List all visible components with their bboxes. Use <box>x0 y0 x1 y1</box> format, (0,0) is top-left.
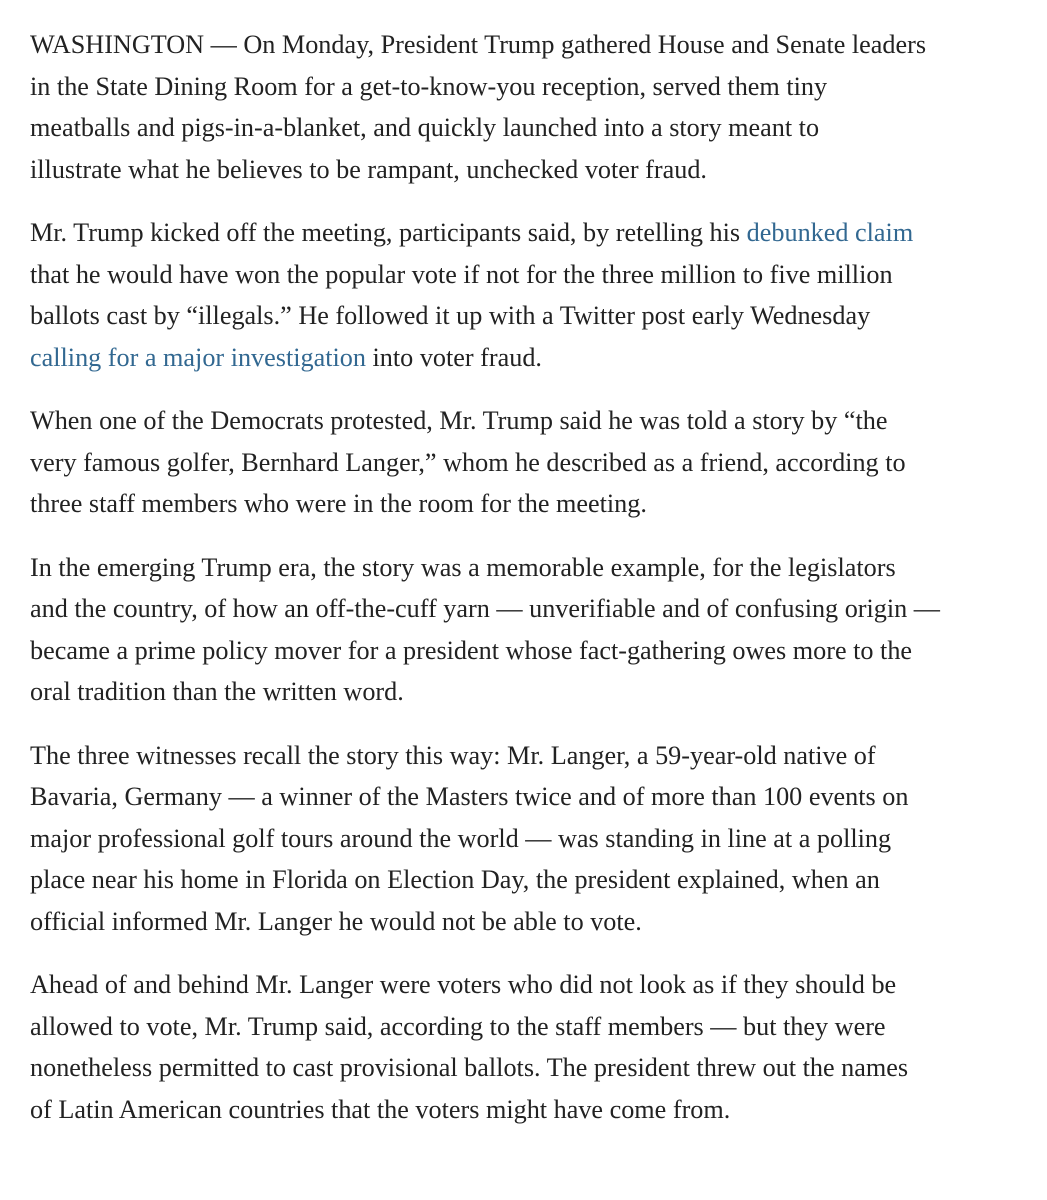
text-segment: into voter fraud. <box>365 342 542 372</box>
text-segment: ballots cast by “illegals.” He followed it up with a Twitter post early Wednesday <box>30 301 871 330</box>
text-line <box>30 254 1047 296</box>
text-segment: of Latin American countries that the voters might have come from. <box>30 1094 731 1124</box>
text-line <box>30 107 1047 149</box>
article-paragraph <box>30 212 1047 378</box>
text-line <box>30 588 1047 630</box>
text-segment: three staff members who were in the room for the meeting. <box>30 489 647 518</box>
article-paragraph <box>30 547 1047 713</box>
text-line <box>30 66 1047 108</box>
text-line <box>30 901 1047 943</box>
text-line <box>30 295 1047 337</box>
text-segment: became a prime policy mover for a president whose fact-gathering owes more to the <box>30 635 913 665</box>
text-line <box>30 1089 1047 1131</box>
text-line <box>30 630 1047 672</box>
text-segment: meatballs and pigs-in-a-blanket, and quickly launched into a story meant to <box>30 113 820 142</box>
text-segment: When one of the Democrats protested, Mr. Trump said he was told a story by “the <box>30 406 888 435</box>
article-paragraph <box>30 735 1047 943</box>
text-segment: nonetheless permitted to cast provisional ballots. The president threw out the names <box>30 1053 909 1082</box>
text-segment: Bavaria, Germany — a winner of the Masters twice and of more than 100 events on <box>30 782 909 811</box>
text-line <box>30 483 1047 525</box>
text-line <box>30 212 1047 254</box>
text-line <box>30 400 1047 442</box>
text-segment: very famous golfer, Bernhard Langer,” whom he described as a friend, according to <box>30 447 906 477</box>
text-segment: The three witnesses recall the story this way: Mr. Langer, a 59-year-old native of <box>30 740 876 770</box>
text-line <box>30 1047 1047 1089</box>
text-segment: In the emerging Trump era, the story was a memorable example, for the legislators <box>30 552 896 582</box>
text-segment: in the State Dining Room for a get-to-know-you reception, served them tiny <box>30 71 828 101</box>
text-segment: official informed Mr. Langer he would not be able to vote. <box>30 906 642 936</box>
text-line <box>30 337 1047 379</box>
article-paragraph <box>30 964 1047 1130</box>
article-paragraph <box>30 24 1047 190</box>
text-line <box>30 735 1047 777</box>
text-line <box>30 964 1047 1006</box>
text-line <box>30 671 1047 713</box>
text-segment: and the country, of how an off-the-cuff yarn — unverifiable and of confusing origin — <box>30 594 940 623</box>
text-segment: illustrate what he believes to be rampant, unchecked voter fraud. <box>30 154 707 184</box>
text-line <box>30 547 1047 589</box>
text-segment: place near his home in Florida on Election Day, the president explained, when an <box>30 865 880 894</box>
text-line <box>30 442 1047 484</box>
inline-link[interactable]: debunked claim <box>746 218 914 247</box>
text-segment: Ahead of and behind Mr. Langer were voters who did not look as if they should be <box>30 970 897 999</box>
text-segment: allowed to vote, Mr. Trump said, according to the staff members — but they were <box>30 1011 886 1041</box>
text-segment: major professional golf tours around the world — was standing in line at a polling <box>30 823 892 853</box>
text-line <box>30 1006 1047 1048</box>
text-segment: WASHINGTON — On Monday, President Trump gathered House and Senate leaders <box>30 30 927 59</box>
text-line <box>30 149 1047 191</box>
text-line <box>30 24 1047 66</box>
text-segment: that he would have won the popular vote if not for the three million to five million <box>30 259 893 289</box>
text-line <box>30 859 1047 901</box>
article-paragraph <box>30 400 1047 525</box>
text-line <box>30 818 1047 860</box>
text-segment: oral tradition than the written word. <box>30 677 404 706</box>
text-segment: Mr. Trump kicked off the meeting, participants said, by retelling his <box>30 218 747 247</box>
inline-link[interactable]: calling for a major investigation <box>30 342 366 372</box>
text-line <box>30 776 1047 818</box>
